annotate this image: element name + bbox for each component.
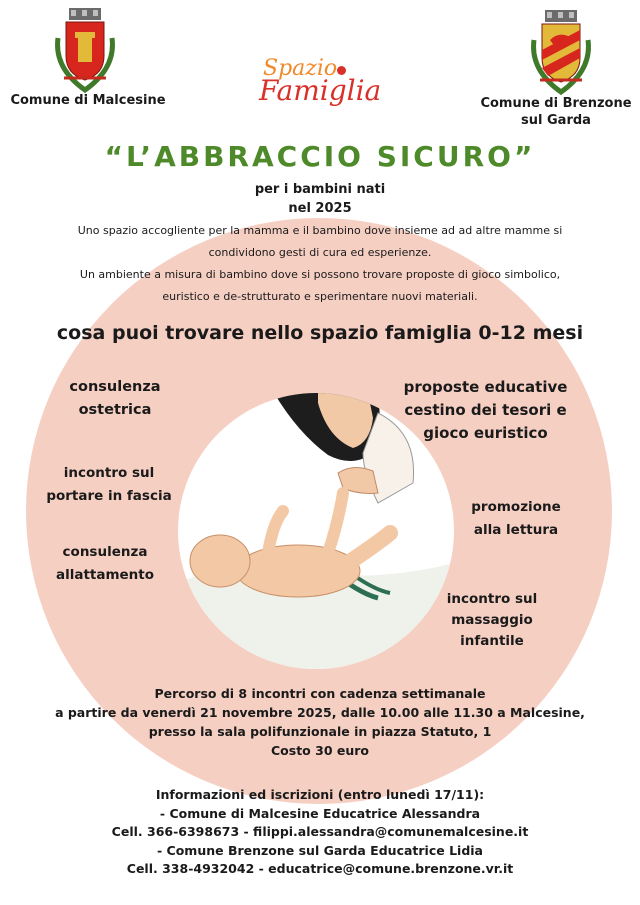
service-text: incontro sul xyxy=(446,591,538,607)
page-title: “L’ABBRACCIO SICURO” xyxy=(104,140,536,173)
intro-line1: Uno spazio accogliente per la mamma e il bambino dove insieme ad ad altre mamme si xyxy=(77,224,563,237)
service-proposte-educative xyxy=(388,376,583,445)
service-text: promozione xyxy=(471,499,561,515)
intro-line2: condividono gesti di cura ed esperienze. xyxy=(208,246,432,259)
service-text: cestino dei tesori e xyxy=(404,401,567,419)
service-text: alla lettura xyxy=(473,522,559,538)
service-text: gioco euristico xyxy=(423,424,548,442)
logo-line2: Famiglia xyxy=(259,74,382,107)
contact-line: Informazioni ed iscrizioni (entro lunedì 17/11): xyxy=(155,787,485,802)
subtitle-line2: nel 2025 xyxy=(288,201,352,216)
service-text: incontro sul xyxy=(63,465,155,481)
subtitle xyxy=(0,180,640,218)
brenzone-crest-icon xyxy=(528,10,594,98)
contact-line: - Comune di Malcesine Educatrice Alessandra xyxy=(159,805,481,821)
right-town-name xyxy=(476,95,636,129)
section-heading: cosa puoi trovare nello spazio famiglia 0-12 mesi xyxy=(56,322,584,344)
service-consulenza-allattamento xyxy=(40,541,170,587)
intro-text xyxy=(20,220,620,308)
intro-line3: Un ambiente a misura di bambino dove si possono trovare proposte di gioco simbolico, xyxy=(79,268,561,281)
subtitle-line1: per i bambini nati xyxy=(254,182,386,197)
schedule-line: a partire da venerdì 21 novembre 2025, dalle 10.00 alle 11.30 a Malcesine, xyxy=(55,705,585,720)
service-text: consulenza xyxy=(69,379,161,395)
service-text: massaggio xyxy=(451,612,533,628)
contact-info xyxy=(0,786,640,879)
service-promozione-lettura xyxy=(456,496,576,542)
schedule-line: presso la sala polifunzionale in piazza Statuto, 1 xyxy=(148,724,492,739)
service-text: ostetrica xyxy=(78,402,152,418)
contact-line: - Comune Brenzone sul Garda Educatrice Lidia xyxy=(157,842,483,858)
contact-line: Cell. 338-4932042 - educatrice@comune.brenzone.vr.it xyxy=(126,861,514,876)
schedule-line: Percorso di 8 incontri con cadenza settimanale xyxy=(154,686,486,701)
service-text: proposte educative xyxy=(403,378,568,396)
contact-line: Cell. 366-6398673 - filippi.alessandra@comunemalcesine.it xyxy=(111,824,529,839)
right-town-line1: Comune di Brenzone xyxy=(480,96,632,111)
intro-line4: euristico e de-strutturato e sperimentare nuovi materiali. xyxy=(162,290,478,303)
logo-line1: Spazio xyxy=(263,56,338,81)
service-massaggio-infantile xyxy=(432,589,552,652)
service-text: allattamento xyxy=(55,567,155,583)
schedule-line: Costo 30 euro xyxy=(271,743,369,758)
service-text: infantile xyxy=(460,633,524,649)
service-text: portare in fascia xyxy=(46,488,172,504)
left-town-name: Comune di Malcesine xyxy=(10,93,166,108)
malcesine-crest-icon xyxy=(52,8,118,96)
service-portare-fascia xyxy=(34,462,184,508)
right-town-line2: sul Garda xyxy=(521,113,591,128)
schedule-info xyxy=(0,684,640,760)
service-text: consulenza xyxy=(62,544,148,560)
spazio-famiglia-logo xyxy=(245,52,435,108)
service-consulenza-ostetrica xyxy=(50,376,180,422)
